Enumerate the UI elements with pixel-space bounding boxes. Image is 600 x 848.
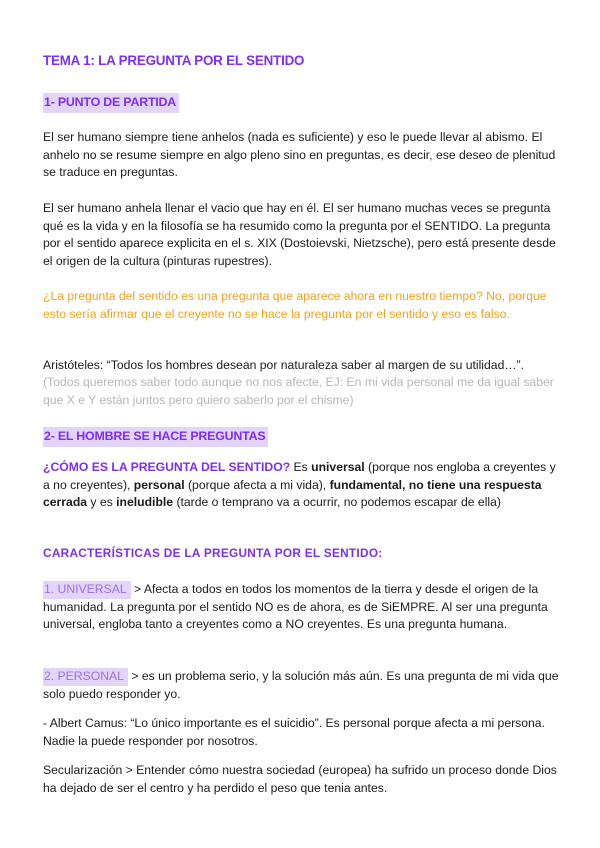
intro-fundamental: fundamental, no tiene una respuesta cerrada	[43, 477, 542, 510]
section-1-heading: 1- PUNTO DE PARTIDA	[43, 93, 179, 113]
orange-question-paragraph: ¿La pregunta del sentido es una pregunta que aparece ahora en nuestro tiempo? No, porque esto sería afirmar que el creyente no se hace la pregunta por el sentido y eso es falso.	[43, 289, 547, 321]
section-1-paragraph-2: El ser humano anhela llenar el vacio que hay en él. El ser humano muchas veces se pregunta qué es la vida y en la filosofía se ha resumido como la pregunta por el SENTIDO. La pregunta por el sentido aparece explicita en el s. XIX (Dostoievski, Nietzsche), pero está presente desde el origen de la cultura (pinturas rupestres).	[43, 201, 556, 268]
intro-text-5: (tarde o temprano va a ocurrir, no podemos escapar de ella)	[173, 495, 501, 510]
universal-text: > Afecta a todos en todos los momentos de la tierra y desde el origen de la humanidad. La pregunta por el sentido NO es de ahora, es de SiEMPRE. Al ser una pregunta universal, engloba tanto a creyentes como a NO creyentes. Es una pregunta humana.	[43, 582, 548, 632]
aristotle-quote-note: (Todos queremos saber todo aunque no nos afecte, EJ: En mi vida personal me da igual saber que X e Y están juntos pero quiero saberlo por el chisme)	[43, 375, 554, 407]
intro-personal: personal	[133, 477, 185, 492]
intro-text-4: y es	[87, 495, 117, 510]
section-2-heading: 2- EL HOMBRE SE HACE PREGUNTAS	[43, 427, 268, 447]
intro-text-3: (porque afecta a mi vida),	[184, 477, 330, 492]
personal-paragraph	[43, 668, 563, 703]
intro-universal: universal	[311, 460, 365, 474]
section-2-heading-wrap	[43, 427, 563, 447]
intro-text-1: Es	[290, 460, 312, 474]
page-title: TEMA 1: LA PREGUNTA POR EL SENTIDO	[43, 53, 305, 68]
universal-paragraph	[43, 581, 563, 634]
camus-paragraph: - Albert Camus: “Lo único importante es el suicidio”. Es personal porque afecta a mi persona. Nadie la puede responder por nosotros.	[43, 716, 545, 748]
characteristics-heading: CARACTERÍSTICAS DE LA PREGUNTA POR EL SENTIDO:	[43, 546, 383, 560]
intro-ineludible: ineludible	[116, 495, 174, 510]
secularizacion-paragraph: Secularización > Entender cómo nuestra sociedad (europea) ha sufrido un proceso donde Dios ha dejado de ser el centro y ha perdido el peso que tenia antes.	[43, 763, 557, 795]
aristotle-quote: Aristóteles: “Todos los hombres desean por naturaleza saber al margen de su utilidad…”.	[43, 358, 524, 372]
intro-text-2: (porque nos engloba a creyentes y a no creyentes),	[43, 460, 556, 492]
section-2-intro	[43, 459, 563, 512]
section-1-paragraph-1: El ser humano siempre tiene anhelos (nada es suficiente) y eso le puede llevar al abismo. El anhelo no se resume siempre en algo pleno sino en preguntas, es decir, ese deseo de plenitud se traduce en preguntas.	[43, 130, 556, 180]
personal-text: > es un problema serio, y la solución más aún. Es una pregunta de mi vida que solo puedo responder yo.	[43, 669, 559, 701]
section-1-heading-wrap	[43, 93, 563, 113]
universal-label: 1. UNIVERSAL	[43, 581, 131, 599]
personal-label: 2. PERSONAL	[43, 668, 128, 686]
intro-question: ¿CÓMO ES LA PREGUNTA DEL SENTIDO?	[43, 460, 291, 474]
